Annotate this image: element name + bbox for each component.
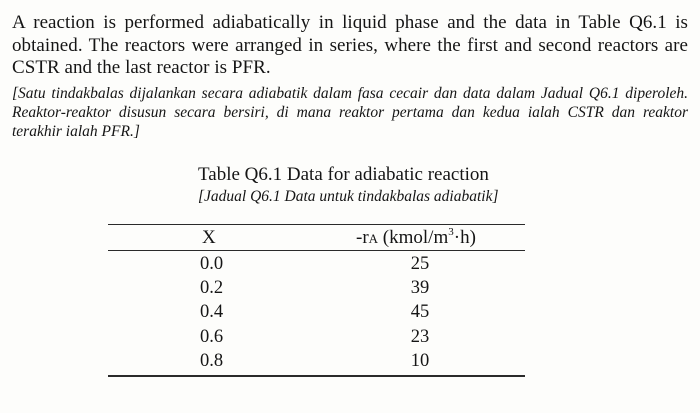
rate-header-prefix: -r bbox=[356, 227, 369, 248]
cell-rate: 23 bbox=[410, 327, 430, 347]
rate-header-subscript: A bbox=[368, 231, 379, 246]
rate-header-units-sup: 3 bbox=[448, 225, 454, 238]
rate-header-units-post: ·h) bbox=[453, 227, 476, 248]
cell-x: 0.4 bbox=[200, 302, 224, 322]
cell-rate: 25 bbox=[410, 254, 430, 274]
table-row bbox=[0, 252, 700, 276]
column-header-rate bbox=[356, 227, 476, 250]
table-bottom-rule bbox=[108, 375, 525, 377]
table-row bbox=[0, 276, 700, 300]
table-row bbox=[0, 349, 700, 373]
cell-x: 0.0 bbox=[200, 254, 224, 274]
cell-rate: 39 bbox=[410, 278, 430, 298]
cell-x: 0.2 bbox=[200, 278, 224, 298]
cell-x: 0.6 bbox=[200, 327, 224, 347]
cell-x: 0.8 bbox=[200, 351, 224, 371]
table-caption-malay: [Jadual Q6.1 Data untuk tindakbalas adiabatik] bbox=[198, 188, 499, 205]
question-text-english: A reaction is performed adiabatically in liquid phase and the data in Table Q6.1 is obtained. The reactors were arranged in series, where the first and second reactors are CSTR and the last reactor is PFR. bbox=[12, 12, 688, 78]
cell-rate: 10 bbox=[410, 351, 430, 371]
table-row bbox=[0, 300, 700, 324]
table-row bbox=[0, 325, 700, 349]
cell-rate: 45 bbox=[410, 302, 430, 322]
rate-header-units-pre: (kmol/m bbox=[378, 227, 449, 248]
question-text-malay: [Satu tindakbalas dijalankan secara adiabatik dalam fasa cecair dan data dalam Jadual Q6.1 diperoleh. Reaktor-reaktor disusun secara bersiri, di mana reaktor pertama dan kedua ialah CSTR dan reaktor terakhir ialah PFR.] bbox=[12, 85, 688, 140]
column-header-x: X bbox=[202, 227, 216, 248]
table-top-rule bbox=[108, 224, 525, 225]
table-caption-english: Table Q6.1 Data for adiabatic reaction bbox=[198, 164, 489, 185]
